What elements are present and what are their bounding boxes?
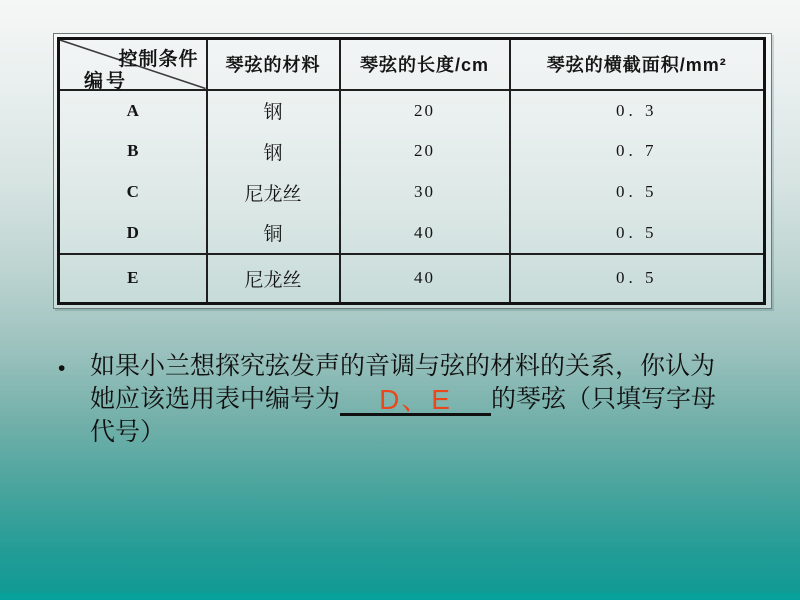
length-cell: 40: [340, 213, 510, 254]
corner-label-bottom: 编号: [84, 71, 129, 92]
length-cell: 20: [340, 90, 510, 131]
header-length: 琴弦的长度/cm: [340, 39, 510, 90]
length-cell: 40: [340, 254, 510, 304]
strings-table-frame: [53, 33, 772, 309]
bullet-dot: •: [58, 357, 66, 380]
header-area: 琴弦的横截面积/mm²: [510, 39, 765, 90]
material-cell: 钢: [207, 90, 340, 131]
question-text: [90, 350, 764, 449]
area-cell: 0. 7: [510, 131, 765, 172]
area-cell: 0. 3: [510, 90, 765, 131]
table-row: [59, 172, 765, 213]
question-line-3: 代号）: [90, 418, 166, 446]
row-id-cell: D: [126, 222, 139, 242]
strings-table: [57, 37, 766, 305]
corner-label-top: 控制条件: [118, 49, 199, 70]
table-row: [59, 254, 765, 304]
footer-band: [0, 593, 800, 600]
table-row: [59, 90, 765, 131]
answer-blank: [340, 385, 491, 416]
corner-header-cell: [59, 39, 207, 90]
material-cell: 铜: [207, 213, 340, 254]
length-cell: 30: [340, 172, 510, 213]
length-cell: 20: [340, 131, 510, 172]
area-cell: 0. 5: [510, 213, 765, 254]
row-id-cell: E: [59, 254, 207, 304]
table-row: [59, 131, 765, 172]
material-cell: 钢: [207, 131, 340, 172]
header-material: 琴弦的材料: [207, 39, 340, 90]
question-line-2-after: 的琴弦（只填写字母: [491, 385, 717, 413]
answer-text: D、E: [379, 384, 452, 415]
question-line-2-before: 她应该选用表中编号为: [90, 385, 341, 413]
question-block: [58, 350, 764, 449]
material-cell: 尼龙丝: [207, 254, 340, 304]
table-row: [59, 213, 765, 254]
question-line-2: [90, 383, 764, 416]
row-id-cell: C: [126, 182, 139, 201]
area-cell: 0. 5: [510, 254, 765, 304]
area-cell: 0. 5: [510, 172, 765, 213]
table-header-row: [59, 39, 765, 90]
row-id-cell: A: [126, 100, 139, 120]
question-line-1: 如果小兰想探究弦发声的音调与弦的材料的关系，你认为: [90, 352, 716, 380]
material-cell: 尼龙丝: [207, 172, 340, 213]
row-id-cell: B: [127, 141, 139, 160]
